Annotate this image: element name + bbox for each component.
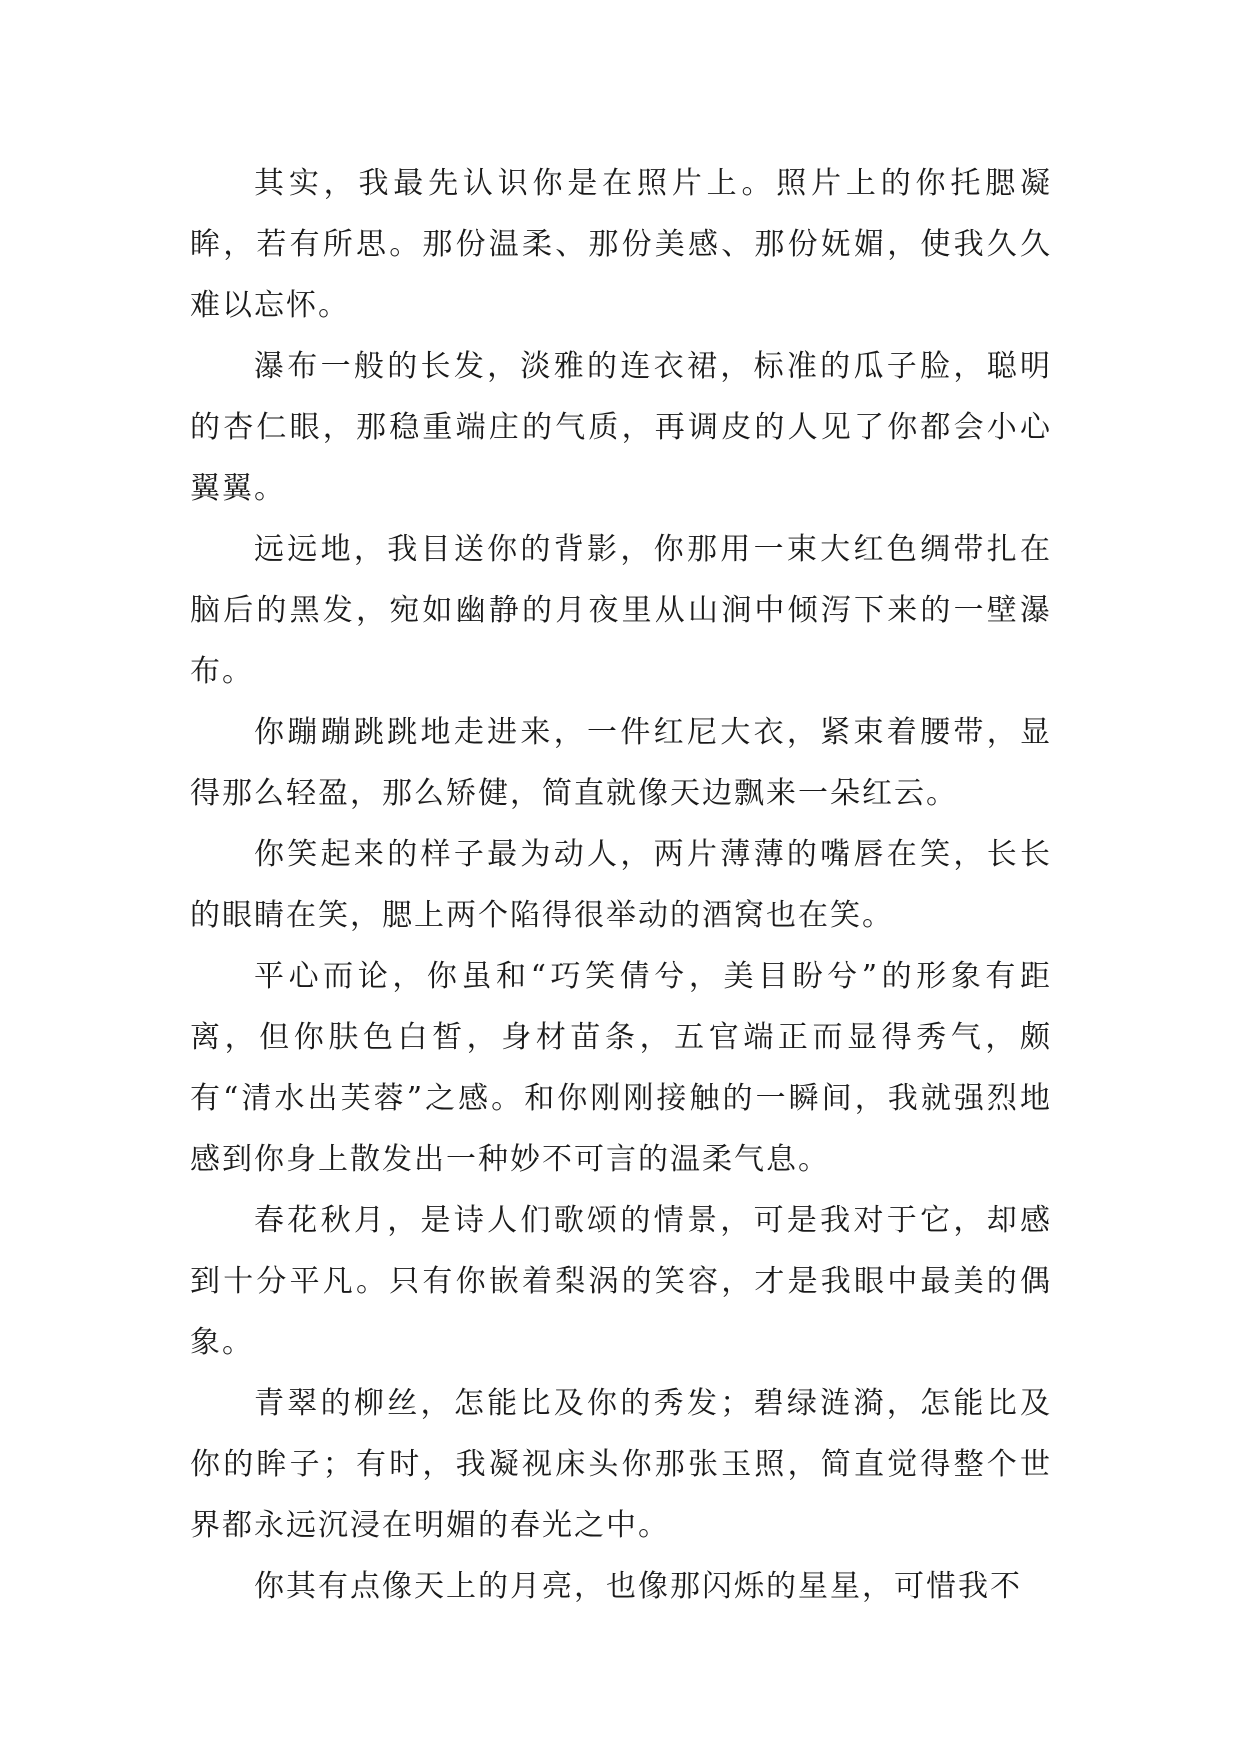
paragraph-5: 你笑起来的样子最为动人，两片薄薄的嘴唇在笑，长长的眼睛在笑，腮上两个陷得很举动的酒窝也在笑。: [190, 837, 1052, 933]
article-body: [190, 153, 1052, 1617]
paragraph-1: 其实，我最先认识你是在照片上。照片上的你托腮凝眸，若有所思。那份温柔、那份美感、那份妩媚，使我久久难以忘怀。: [190, 166, 1052, 323]
paragraph-3: 远远地，我目送你的背影，你那用一束大红色绸带扎在脑后的黑发，宛如幽静的月夜里从山涧中倾泻下来的一壁瀑布。: [190, 532, 1052, 689]
paragraph-6: 平心而论，你虽和“巧笑倩兮，美目盼兮”的形象有距离，但你肤色白皙，身材苗条，五官端正而显得秀气，颇有“清水出芙蓉”之感。和你刚刚接触的一瞬间，我就强烈地感到你身上散发出一种妙不可言的温柔气息。: [190, 959, 1052, 1177]
paragraph-4: 你蹦蹦跳跳地走进来，一件红尼大衣，紧束着腰带，显得那么轻盈，那么矫健，简直就像天边飘来一朵红云。: [190, 715, 1052, 811]
paragraph-9: 你其有点像天上的月亮，也像那闪烁的星星，可惜我不: [254, 1569, 1022, 1604]
paragraph-2: 瀑布一般的长发，淡雅的连衣裙，标准的瓜子脸，聪明的杏仁眼，那稳重端庄的气质，再调皮的人见了你都会小心翼翼。: [190, 349, 1052, 506]
paragraph-8: 青翠的柳丝，怎能比及你的秀发；碧绿涟漪，怎能比及你的眸子；有时，我凝视床头你那张玉照，简直觉得整个世界都永远沉浸在明媚的春光之中。: [190, 1386, 1052, 1543]
paragraph-7: 春花秋月，是诗人们歌颂的情景，可是我对于它，却感到十分平凡。只有你嵌着梨涡的笑容，才是我眼中最美的偶象。: [190, 1203, 1052, 1360]
